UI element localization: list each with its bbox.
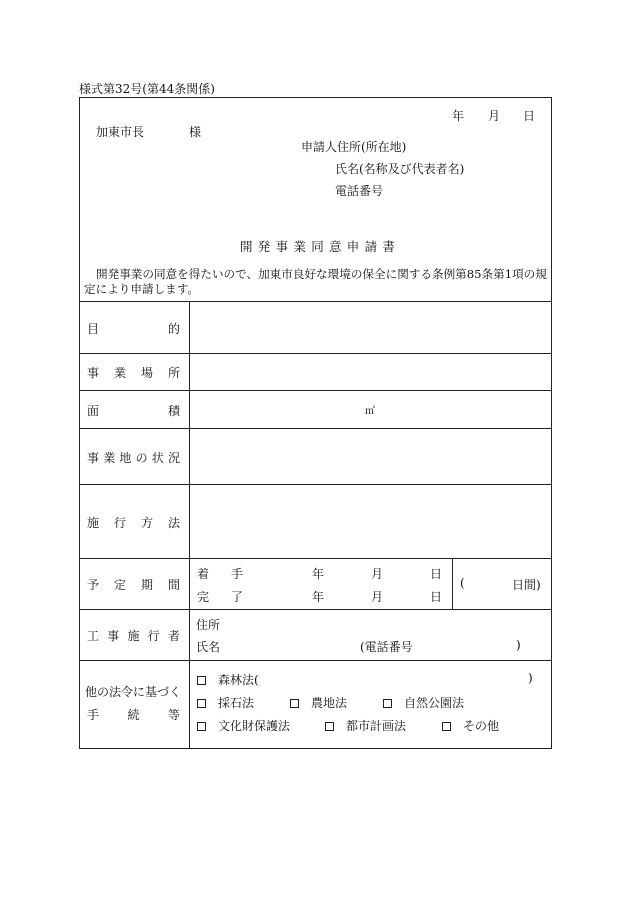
body-text-line2: 定により申請します。 bbox=[84, 282, 200, 296]
schedule-end-year: 年 bbox=[312, 590, 325, 604]
schedule-days-open: ( bbox=[460, 576, 465, 590]
label-schedule: 予 定 期 間 bbox=[87, 578, 180, 592]
checkbox-label: 都市計画法 bbox=[346, 719, 407, 733]
date-day: 日 bbox=[523, 109, 536, 123]
checkbox-icon[interactable] bbox=[197, 722, 206, 731]
checkbox-forest-law[interactable] bbox=[197, 671, 259, 688]
column-divider bbox=[452, 558, 453, 609]
schedule-start-label: 着 手 bbox=[197, 567, 243, 581]
checkbox-natural-park-law[interactable] bbox=[383, 694, 464, 711]
contractor-phone-label: (電話番号 bbox=[360, 640, 413, 654]
label-other-laws-line2: 手 続 等 bbox=[87, 708, 180, 722]
application-form bbox=[79, 97, 552, 749]
addressee-honorific: 様 bbox=[189, 125, 202, 139]
checkbox-cultural-property-law[interactable] bbox=[197, 717, 290, 734]
contractor-name-label: 氏名 bbox=[196, 640, 221, 654]
checkbox-icon[interactable] bbox=[290, 699, 299, 708]
contractor-address-label: 住所 bbox=[196, 618, 221, 632]
schedule-end-month: 月 bbox=[371, 590, 384, 604]
forest-law-close: ) bbox=[528, 671, 533, 685]
checkbox-icon[interactable] bbox=[383, 699, 392, 708]
row-divider bbox=[79, 390, 552, 391]
row-divider bbox=[79, 428, 552, 429]
label-purpose: 目 的 bbox=[87, 322, 180, 336]
row-divider bbox=[79, 353, 552, 354]
label-location: 事 業 場 所 bbox=[87, 366, 180, 380]
schedule-end-day: 日 bbox=[430, 590, 443, 604]
body-text-line1: 開発事業の同意を得たいので、加東市良好な環境の保全に関する条例第85条第1項の規 bbox=[96, 267, 547, 281]
checkbox-icon[interactable] bbox=[197, 676, 206, 685]
checkbox-label: 文化財保護法 bbox=[218, 719, 291, 733]
applicant-address-label: 申請人住所(所在地) bbox=[301, 140, 407, 154]
checkbox-farmland-law[interactable] bbox=[290, 694, 347, 711]
label-contractor: 工 事 施 行 者 bbox=[87, 629, 180, 643]
row-divider bbox=[79, 301, 552, 302]
checkbox-city-planning-law[interactable] bbox=[325, 717, 406, 734]
document-title: 開 発 事 業 同 意 申 請 書 bbox=[240, 239, 395, 254]
checkbox-icon[interactable] bbox=[197, 699, 206, 708]
label-site-status: 事 業 地 の 状 況 bbox=[87, 451, 180, 465]
row-divider bbox=[79, 609, 552, 610]
form-number: 様式第32号(第44条関係) bbox=[79, 82, 215, 96]
applicant-phone-label: 電話番号 bbox=[335, 184, 384, 198]
checkbox-icon[interactable] bbox=[442, 722, 451, 731]
label-area: 面 積 bbox=[87, 404, 180, 418]
row-divider bbox=[79, 484, 552, 485]
schedule-end-label: 完 了 bbox=[197, 590, 243, 604]
checkbox-label: 自然公園法 bbox=[404, 696, 465, 710]
label-other-laws-line1: 他の法令に基づく bbox=[85, 685, 182, 699]
row-divider bbox=[79, 558, 552, 559]
contractor-phone-close: ) bbox=[516, 638, 521, 652]
checkbox-label: 農地法 bbox=[311, 696, 348, 710]
date-month: 月 bbox=[488, 109, 501, 123]
schedule-start-day: 日 bbox=[430, 567, 443, 581]
column-divider bbox=[189, 301, 190, 749]
checkbox-quarry-law[interactable] bbox=[197, 694, 254, 711]
checkbox-label: その他 bbox=[463, 719, 500, 733]
checkbox-icon[interactable] bbox=[325, 722, 334, 731]
date-year: 年 bbox=[452, 109, 465, 123]
applicant-name-label: 氏名(名称及び代表者名) bbox=[335, 162, 465, 176]
checkbox-other[interactable] bbox=[442, 717, 499, 734]
schedule-days-label: 日間) bbox=[512, 578, 541, 592]
area-unit: ㎡ bbox=[365, 406, 375, 417]
checkbox-label: 採石法 bbox=[218, 696, 255, 710]
checkbox-label: 森林法( bbox=[218, 673, 259, 687]
addressee-name: 加東市長 bbox=[96, 125, 145, 139]
schedule-start-month: 月 bbox=[371, 567, 384, 581]
schedule-start-year: 年 bbox=[312, 567, 325, 581]
label-construction-method: 施 行 方 法 bbox=[87, 516, 180, 530]
row-divider bbox=[79, 660, 552, 661]
